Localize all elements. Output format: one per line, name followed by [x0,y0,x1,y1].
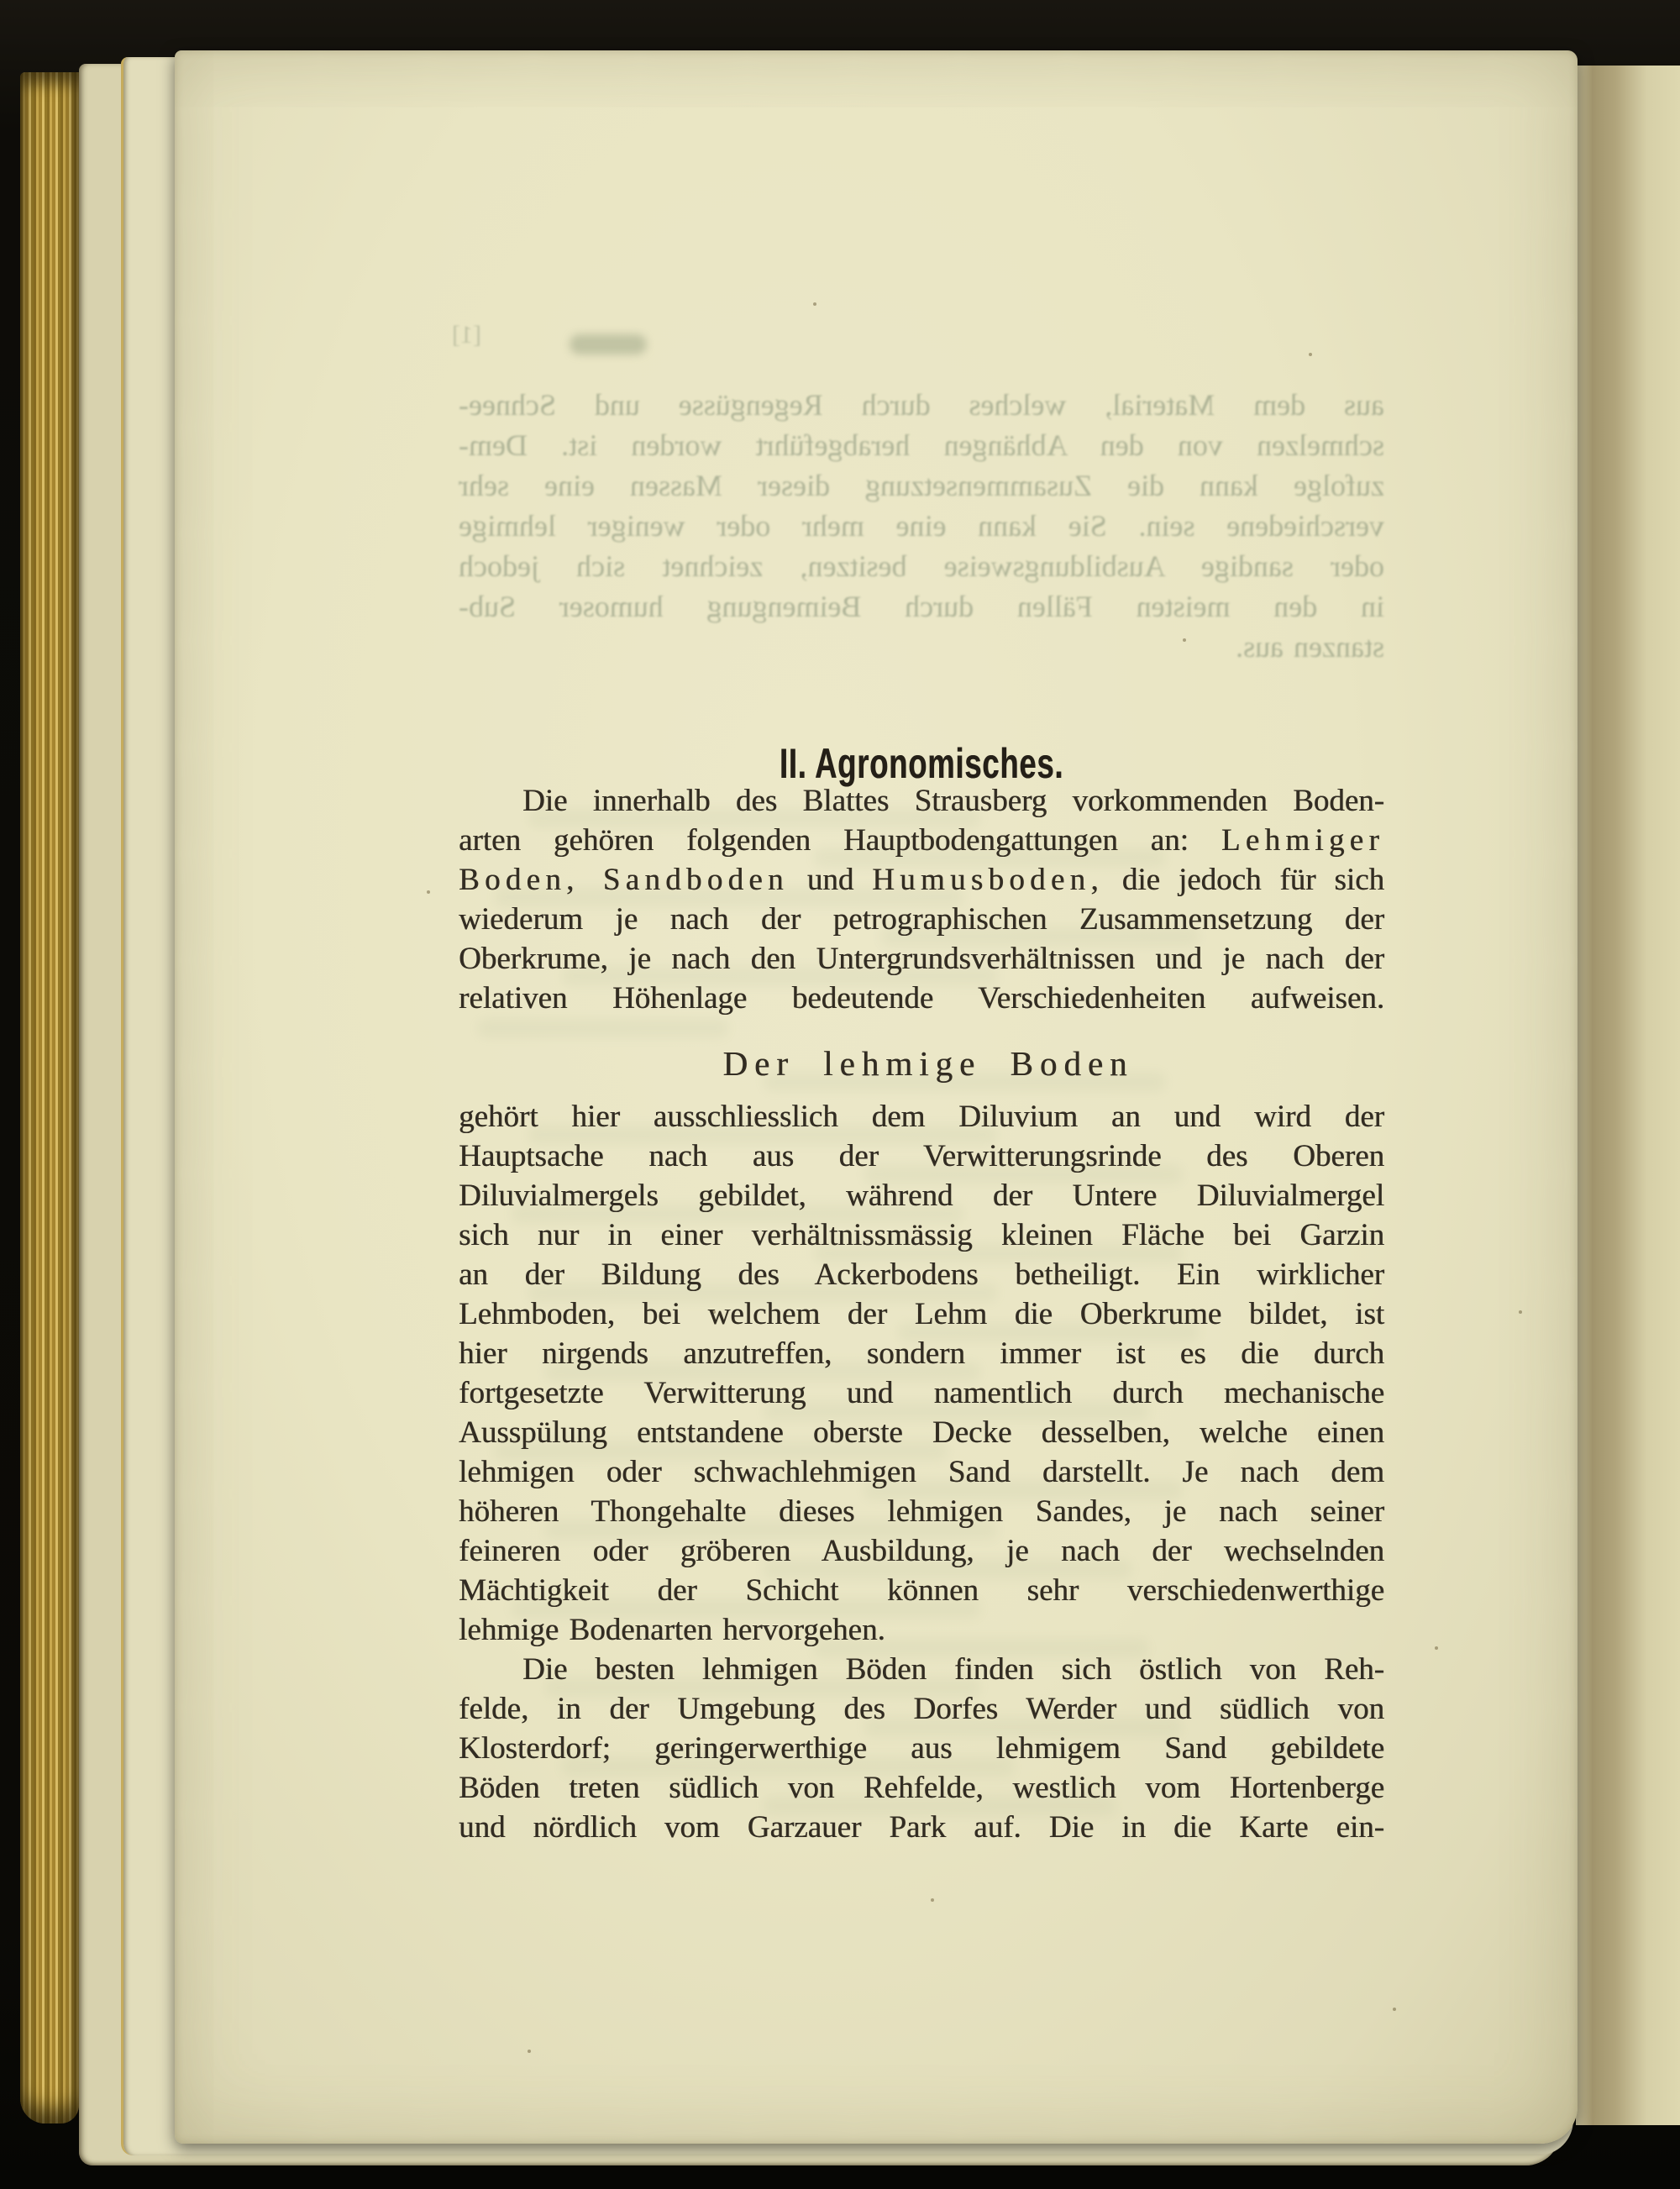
paper-speck [931,1898,934,1902]
text-run: arten gehören folgenden Hauptbodengattungen an: [459,823,1221,858]
text-line [459,939,1384,979]
text-line [459,627,1384,667]
gilt-page-edges [20,72,79,2123]
text-line [459,1136,1384,1176]
paper-speck [1519,1310,1522,1314]
book-page [175,50,1578,2144]
text-run: wiederum je nach der petrographischen Zusammensetzung der [459,902,1384,937]
text-line [459,465,1384,506]
paper-speck [1183,638,1186,642]
text-line [459,546,1384,586]
letterspaced-term: Boden, Sandboden [459,863,789,897]
text-run: schmelzen von den Abhängen herabgeführt worden ist. Dem- [459,428,1384,462]
text-line [459,821,1384,860]
text-run: die jedoch für sich [1103,863,1384,897]
text-run: Oberkrume, je nach den Untergrundsverhältnissen und je nach der [459,942,1384,976]
text-line [459,385,1384,425]
bleedthrough-running-head-smudge [570,334,647,354]
text-line [459,1452,1384,1492]
text-run: hier nirgends anzutreffen, sondern immer ist es die durch [459,1336,1384,1371]
text-run: oder sandige Ausbildungsweise besitzen, zeichnet sich jedoch [459,549,1384,583]
text-run: Die besten lehmigen Böden finden sich östlich von Reh- [522,1652,1384,1687]
text-run: aus dem Material, welches durch Regengüsse und Schnee- [459,388,1384,422]
text-line [459,781,1384,821]
section-heading: II. Agronomisches. [779,739,1064,787]
text-line [459,1255,1384,1294]
text-line [459,1215,1384,1255]
letterspaced-term: Lehmiger [1221,823,1384,858]
text-run: verschiedene sein. Sie kann eine mehr oder weniger lehmige [459,509,1384,543]
text-run: gehört hier ausschliesslich dem Diluvium an und wird der [459,1100,1384,1134]
text-line [459,860,1384,900]
text-line [459,1334,1384,1373]
facing-page-gutter [1576,66,1680,2125]
text-run: Die innerhalb des Blattes Strausberg vorkommenden Boden- [522,784,1384,818]
text-line [459,586,1384,627]
text-run: lehmigen oder schwachlehmigen Sand darstellt. Je nach dem [459,1455,1384,1489]
paper-speck [1309,353,1312,356]
text-line [459,979,1384,1018]
letterspaced-term: Humusboden, [872,863,1104,897]
paper-speck [813,302,816,306]
text-line [459,1689,1384,1729]
text-line [459,1176,1384,1215]
text-line [459,1729,1384,1768]
text-run: höheren Thongehalte dieses lehmigen Sandes, je nach seiner [459,1494,1384,1529]
text-line [459,1808,1384,1847]
paper-speck [427,890,430,894]
text-line [459,1373,1384,1413]
text-line [459,506,1384,546]
text-run: Klosterdorf; geringerwerthige aus lehmigem Sand gebildete [459,1731,1384,1766]
text-run: Hauptsache nach aus der Verwitterungsrinde des Oberen [459,1139,1384,1173]
text-run: relativen Höhenlage bedeutende Verschiedenheiten aufweisen. [459,981,1384,1016]
paper-speck [1435,1646,1438,1650]
text-line [459,1650,1384,1689]
ghost-bleed-line [477,1018,729,1038]
text-run: stanzen aus. [1236,630,1384,664]
subsection-heading: Der lehmige Boden [722,1044,1134,1083]
text-line [459,1610,1384,1650]
text-run: sich nur in einer verhältnissmässig kleinen Fläche bei Garzin [459,1218,1384,1252]
paper-speck [1393,2008,1396,2011]
paragraph-lehmiger-boden [459,1097,1384,1650]
text-run: zufolge kann die Zusammensetzung dieser Massen eine sehr [459,469,1384,502]
text-run: und nördlich vom Garzauer Park auf. Die in die Karte ein- [459,1810,1384,1845]
text-run: felde, in der Umgebung des Dorfes Werder und südlich von [459,1692,1384,1726]
text-run: lehmige Bodenarten hervorgehen. [459,1613,885,1647]
text-run: in den meisten Fällen durch Beimengung humoser Sub- [459,590,1384,623]
bleedthrough-page-number: [1] [452,321,481,349]
text-line [459,900,1384,939]
text-line [459,1768,1384,1808]
text-line [459,1413,1384,1452]
paragraph-intro [459,781,1384,1018]
text-run: feineren oder gröberen Ausbildung, je nach der wechselnden [459,1534,1384,1568]
text-line [459,425,1384,465]
text-line [459,1492,1384,1531]
text-line [459,1571,1384,1610]
text-run: Diluvialmergels gebildet, während der Untere Diluvialmergel [459,1178,1384,1213]
text-line [459,1097,1384,1136]
text-run: Ausspülung entstandene oberste Decke desselben, welche einen [459,1415,1384,1450]
text-run: an der Bildung des Ackerbodens betheiligt. Ein wirklicher [459,1257,1384,1292]
text-run: Lehmboden, bei welchem der Lehm die Oberkrume bildet, ist [459,1297,1384,1331]
bleedthrough-paragraph [459,385,1384,667]
text-run: und [788,863,873,897]
text-line [459,1294,1384,1334]
paper-speck [528,2050,531,2053]
text-line [459,1531,1384,1571]
paragraph-beste-boeden [459,1650,1384,1847]
text-run: fortgesetzte Verwitterung und namentlich durch mechanische [459,1376,1384,1410]
text-run: Mächtigkeit der Schicht können sehr verschiedenwerthige [459,1573,1384,1608]
text-run: Böden treten südlich von Rehfelde, westlich vom Hortenberge [459,1771,1384,1805]
